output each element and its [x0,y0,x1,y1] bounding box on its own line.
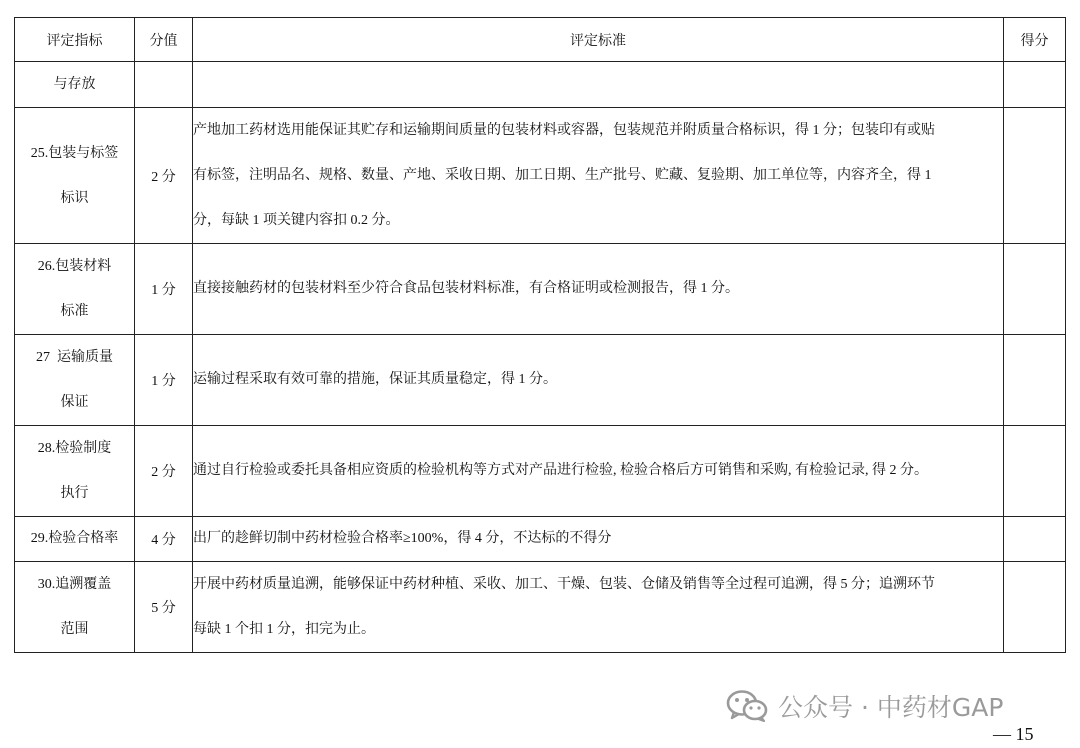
indicator-line: 28.检验制度 [37,441,112,456]
indicator-line: 执行 [60,486,89,501]
criteria-cell [193,517,1004,562]
criteria-line: 出厂的趁鲜切制中药材检验合格率≥100%，得 4 分，不达标的不得分 [193,531,612,546]
criteria-cell [193,108,1004,244]
watermark [726,688,1003,724]
indicator-line: 标准 [60,304,89,319]
header-result: 得分 [1004,18,1066,62]
table-row [15,517,1066,562]
indicator-cell [15,517,135,562]
criteria-line: 运输过程采取有效可靠的措施，保证其质量稳定，得 1 分。 [193,372,557,387]
indicator-cell [15,426,135,517]
indicator-line: 29.检验合格率 [30,531,119,546]
indicator-line: 与存放 [53,77,96,92]
score-cell: 2 分 [135,108,193,244]
table-row [15,562,1066,653]
criteria-line: 通过自行检验或委托具备相应资质的检验机构等方式对产品进行检验, 检验合格后方可销售和采购, 有检验记录, 得 2 分。 [193,463,928,478]
score-cell: 2 分 [135,426,193,517]
criteria-line: 直接接触药材的包装材料至少符合食品包装材料标准，有合格证明或检测报告，得 1 分。 [193,281,739,296]
table-row [15,335,1066,426]
indicator-cell [15,244,135,335]
criteria-line: 分，每缺 1 项关键内容扣 0.2 分。 [193,213,400,228]
indicator-line: 30.追溯覆盖 [37,577,112,592]
criteria-line: 每缺 1 个扣 1 分，扣完为止。 [193,622,375,637]
header-criteria: 评定标准 [193,18,1004,62]
table-row [15,426,1066,517]
header-score: 分值 [135,18,193,62]
table-row [15,62,1066,108]
score-cell: 1 分 [135,244,193,335]
wechat-icon [726,689,768,723]
result-cell[interactable] [1004,108,1066,244]
indicator-line: 26.包装材料 [37,259,112,274]
criteria-cell [193,62,1004,108]
criteria-line: 有标签，注明品名、规格、数量、产地、采收日期、加工日期、生产批号、贮藏、复验期、加工单位等，内容齐全，得 1 [193,168,932,183]
score-cell [135,62,193,108]
criteria-cell [193,562,1004,653]
indicator-line: 25.包装与标签 [30,145,119,161]
indicator-cell [15,62,135,108]
result-cell[interactable] [1004,244,1066,335]
table-row [15,108,1066,244]
criteria-cell [193,244,1004,335]
score-cell: 4 分 [135,517,193,562]
indicator-line: 标识 [60,190,89,206]
criteria-cell [193,335,1004,426]
table-header-row [15,18,1066,62]
page-number: — 15 [993,724,1034,744]
indicator-line: 保证 [60,395,89,410]
criteria-cell [193,426,1004,517]
score-cell: 5 分 [135,562,193,653]
result-cell[interactable] [1004,517,1066,562]
watermark-text: 公众号 · 中药材GAP [778,693,1004,722]
indicator-cell [15,562,135,653]
result-cell[interactable] [1004,426,1066,517]
criteria-line: 产地加工药材选用能保证其贮存和运输期间质量的包装材料或容器，包装规范并附质量合格标识，得 1 分；包装印有或贴 [193,123,935,138]
evaluation-table [14,17,1066,653]
criteria-line: 开展中药材质量追溯，能够保证中药材种植、采收、加工、干燥、包装、仓储及销售等全过程可追溯，得 5 分；追溯环节 [193,577,935,592]
header-indicator: 评定指标 [15,18,135,62]
table-row [15,244,1066,335]
indicator-line: 范围 [60,622,89,637]
indicator-cell [15,108,135,244]
result-cell[interactable] [1004,62,1066,108]
result-cell[interactable] [1004,562,1066,653]
indicator-cell [15,335,135,426]
score-cell: 1 分 [135,335,193,426]
indicator-line: 27 运输质量 [36,350,113,365]
result-cell[interactable] [1004,335,1066,426]
